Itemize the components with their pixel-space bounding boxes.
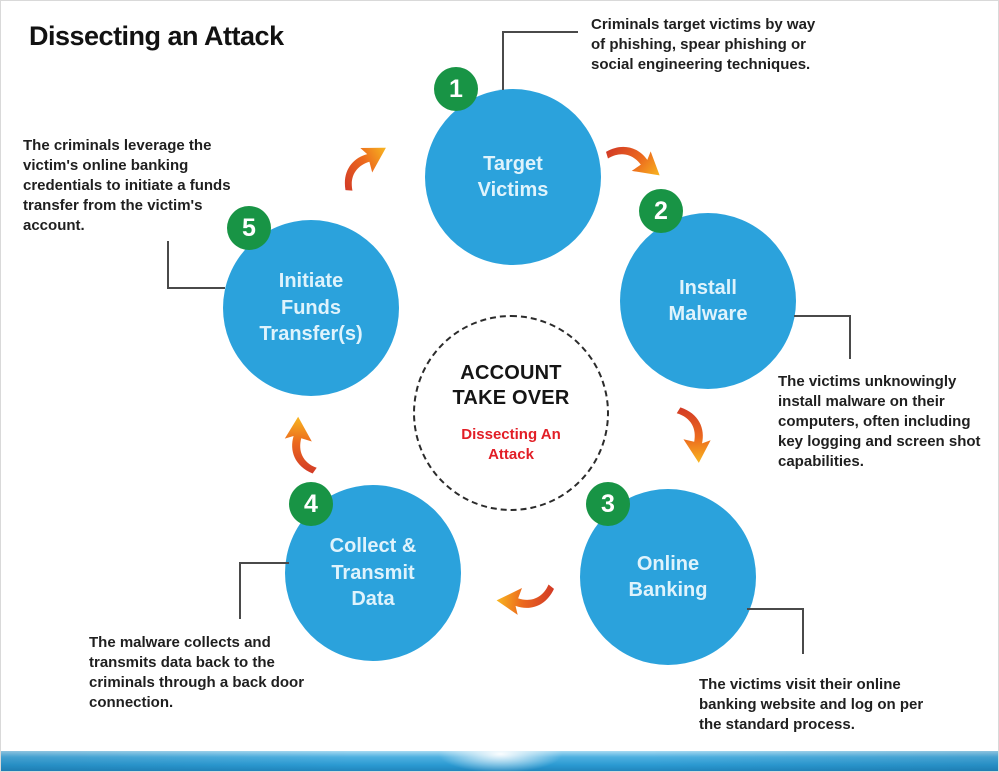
flow-arrow-4-to-5-icon: [280, 413, 324, 476]
step-circle-install-malware: [620, 213, 796, 389]
connector-line: [167, 241, 169, 289]
step-number: 5: [242, 213, 256, 242]
step-label: Collect & Transmit Data: [329, 535, 417, 611]
connector-line: [802, 608, 804, 654]
step-circle-target-victims: [425, 89, 601, 265]
step-description-1: Criminals target victims by way of phishing, spear phishing or social engineering techniques.: [591, 16, 816, 73]
step-number: 2: [654, 196, 668, 225]
connector-line: [502, 31, 504, 90]
step-badge-3: [586, 482, 630, 526]
flow-arrow-5-to-1-icon: [327, 132, 402, 199]
flow-arrow-3-to-4-icon: [492, 574, 557, 621]
step-label: Initiate Funds Transfer(s): [259, 270, 363, 346]
connector-line: [167, 287, 225, 289]
connector-line: [747, 608, 804, 610]
connector-line: [502, 31, 578, 33]
step-description-5: The criminals leverage the victim's online banking credentials to initiate a funds transfer from the victim's account.: [23, 137, 231, 234]
connector-line: [849, 315, 851, 359]
center-subheading: Dissecting An Attack: [461, 425, 561, 463]
step-badge-1: [434, 67, 478, 111]
center-circle: [413, 315, 609, 511]
step-description-3: The victims visit their online banking website and log on per the standard process.: [699, 676, 924, 733]
page-title: Dissecting an Attack: [29, 21, 284, 51]
center-heading: ACCOUNT TAKE OVER: [452, 361, 570, 409]
step-number: 4: [304, 489, 318, 518]
step-label: Online Banking: [628, 552, 708, 601]
step-number: 1: [449, 74, 463, 103]
connector-line: [239, 562, 241, 619]
step-description-4: The malware collects and transmits data back to the criminals through a back door connection.: [89, 634, 305, 711]
step-number: 3: [601, 489, 615, 518]
step-label: Install Malware: [668, 276, 748, 325]
step-label: Target Victims: [477, 152, 549, 201]
footer-gradient-bar: [1, 751, 999, 771]
connector-line: [794, 315, 851, 317]
step-description-2: The victims unknowingly install malware on their computers, often including key logging and screen shot capabilities.: [778, 373, 981, 470]
flow-arrow-2-to-3-icon: [671, 403, 715, 466]
flow-arrow-1-to-2-icon: [598, 125, 672, 197]
connector-line: [239, 562, 289, 564]
step-badge-4: [289, 482, 333, 526]
